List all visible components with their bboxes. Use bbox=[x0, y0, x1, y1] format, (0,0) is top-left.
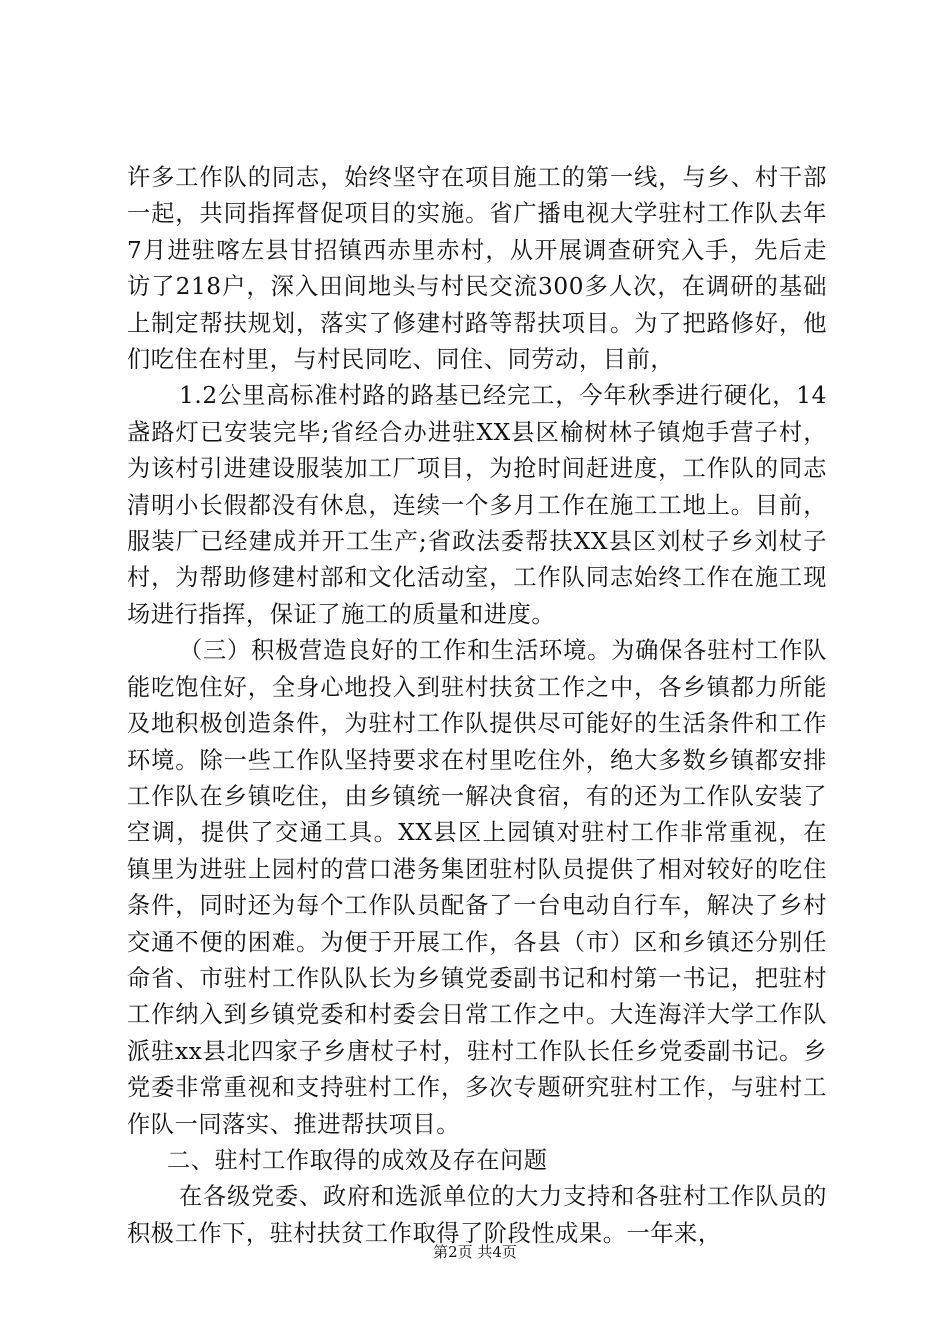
paragraph-1: 许多工作队的同志，始终坚守在项目施工的第一线，与乡、村干部一起，共同指挥督促项目的实施。省广播电视大学驻村工作队去年7月进驻喀左县甘招镇西赤里赤村，从开展调查研究入手，先后走访了218户，深入田间地头与村民交流300多人次，在调研的基础上制定帮扶规划，落实了修建村路等帮扶项目。为了把路修好，他们吃住在村里，与村民同吃、同住、同劳动，目前， bbox=[127, 164, 827, 374]
paragraph-2: 1.2公里高标准村路的路基已经完工，今年秋季进行硬化，14盏路灯已安装完毕;省经合办进驻XX县区榆树林子镇炮手营子村，为该村引进建设服装加工厂项目，为抢时间赶进度，工作队的同志清明小长假都没有休息，连续一个多月工作在施工工地上。目前，服装厂已经建成并开工生产;省政法委帮扶XX县区刘杖子乡刘杖子村，为帮助修建村部和文化活动室，工作队同志始终工作在施工现场进行指挥，保证了施工的质量和进度。 bbox=[127, 382, 827, 628]
document-body bbox=[127, 160, 827, 1252]
paragraph-3: （三）积极营造良好的工作和生活环境。为确保各驻村工作队能吃饱住好，全身心地投入到驻村扶贫工作之中，各乡镇都力所能及地积极创造条件，为驻村工作队提供尽可能好的生活条件和工作环境。除一些工作队坚持要求在村里吃住外，绝大多数乡镇都安排工作队在乡镇吃住，由乡镇统一解决食宿，有的还为工作队安装了空调，提供了交通工具。XX县区上园镇对驻村工作非常重视，在镇里为进驻上园村的营口港务集团驻村队员提供了相对较好的吃住条件，同时还为每个工作队员配备了一台电动自行车，解决了乡村交通不便的困难。为便于开展工作，各县（市）区和乡镇还分别任命省、市驻村工作队队长为乡镇党委副书记和村第一书记，把驻村工作纳入到乡镇党委和村委会日常工作之中。大连海洋大学工作队派驻xx县北四家子乡唐杖子村，驻村工作队长任乡党委副书记。乡党委非常重视和支持驻村工作，多次专题研究驻村工作，与驻村工作队一同落实、推进帮扶项目。 bbox=[127, 637, 827, 1138]
section-heading: 二、驻村工作取得的成效及存在问题 bbox=[167, 1146, 548, 1174]
paragraph-4: 在各级党委、政府和选派单位的大力支持和各驻村工作队员的积极工作下，驻村扶贫工作取得了阶段性成果。一年来， bbox=[127, 1183, 827, 1247]
page-number-footer: 第2页 共4页 bbox=[433, 1243, 517, 1261]
